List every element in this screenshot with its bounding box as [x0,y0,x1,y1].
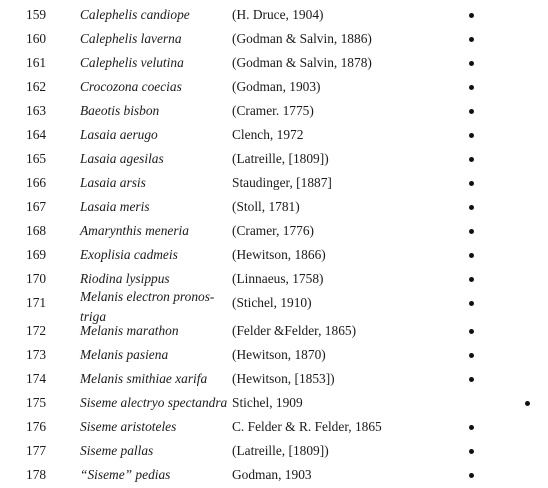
species-name: Baeotis bisbon [80,103,160,118]
table-row [0,196,548,220]
species-name: Melanis electron pronos- [80,289,215,304]
row-number: 160 [26,31,47,46]
author-year: (H. Druce, 1904) [232,7,324,22]
presence-marker [469,181,474,186]
presence-marker [469,277,474,282]
author-year: (Latreille, [1809]) [232,151,329,166]
species-name: Melanis smithiae xarifa [80,371,208,386]
author-year: C. Felder & R. Felder, 1865 [232,419,382,434]
row-number: 176 [26,419,47,434]
table-row [0,289,548,324]
presence-marker [525,401,530,406]
author-year: Stichel, 1909 [232,395,303,410]
presence-marker [469,473,474,478]
author-year: (Hewitson, 1866) [232,247,326,262]
presence-marker [469,301,474,306]
row-number: 174 [26,371,47,386]
row-number: 163 [26,103,47,118]
presence-marker [469,61,474,66]
row-number: 177 [26,443,47,458]
species-name: Siseme aristoteles [80,419,177,434]
presence-marker [469,133,474,138]
row-number: 162 [26,79,47,94]
row-number: 159 [26,7,47,22]
presence-marker [469,353,474,358]
species-name: “Siseme” pedias [80,467,171,482]
presence-marker [469,109,474,114]
species-name: Lasaia agesilas [80,151,164,166]
table-row [0,28,548,52]
table-row [0,368,548,392]
table-row [0,4,548,28]
author-year: Staudinger, [1887] [232,175,332,190]
table-row [0,148,548,172]
row-number: 165 [26,151,47,166]
table-row [0,220,548,244]
species-name: Siseme alectryo spectandra [80,395,228,410]
species-name: Melanis pasiena [80,347,169,362]
row-number: 161 [26,55,47,70]
author-year: (Felder &Felder, 1865) [232,323,357,338]
presence-marker [469,229,474,234]
table-row [0,440,548,464]
author-year: (Godman, 1903) [232,79,321,94]
presence-marker [469,85,474,90]
species-name: Calephelis velutina [80,55,184,70]
presence-marker [469,253,474,258]
table-row [0,52,548,76]
row-number: 170 [26,271,47,286]
species-name: Lasaia aerugo [80,127,158,142]
row-number: 164 [26,127,47,142]
species-name-continued: triga [80,309,107,324]
table-row [0,320,548,344]
row-number: 171 [26,295,47,310]
species-name: Riodina lysippus [80,271,170,286]
row-number: 167 [26,199,47,214]
author-year: (Cramer. 1775) [232,103,314,118]
row-number: 166 [26,175,47,190]
presence-marker [469,425,474,430]
table-row [0,464,548,488]
presence-marker [469,205,474,210]
species-name: Amarynthis meneria [80,223,189,238]
species-name: Siseme pallas [80,443,154,458]
presence-marker [469,329,474,334]
row-number: 168 [26,223,47,238]
species-name: Crocozona coecias [80,79,182,94]
author-year: (Linnaeus, 1758) [232,271,324,286]
table-row [0,100,548,124]
species-name: Exoplisia cadmeis [80,247,178,262]
row-number: 169 [26,247,47,262]
species-name: Calephelis laverna [80,31,182,46]
presence-marker [469,377,474,382]
species-name: Calephelis candiope [80,7,190,22]
author-year: (Cramer, 1776) [232,223,315,238]
author-year: Godman, 1903 [232,467,312,482]
table-row [0,344,548,368]
table-row [0,124,548,148]
table-row [0,392,548,416]
author-year: (Godman & Salvin, 1886) [232,31,372,46]
species-name: Melanis marathon [80,323,179,338]
presence-marker [469,13,474,18]
table-row [0,172,548,196]
author-year: (Godman & Salvin, 1878) [232,55,372,70]
table-row [0,76,548,100]
presence-marker [469,157,474,162]
species-name: Lasaia meris [80,199,150,214]
author-year: (Stoll, 1781) [232,199,300,214]
author-year: Clench, 1972 [232,127,304,142]
row-number: 173 [26,347,47,362]
table-row [0,416,548,440]
row-number: 178 [26,467,47,482]
presence-marker [469,449,474,454]
row-number: 172 [26,323,47,338]
presence-marker [469,37,474,42]
table-row [0,244,548,268]
author-year: (Stichel, 1910) [232,295,312,310]
author-year: (Hewitson, [1853]) [232,371,335,386]
author-year: (Hewitson, 1870) [232,347,326,362]
author-year: (Latreille, [1809]) [232,443,329,458]
species-name: Lasaia arsis [80,175,146,190]
row-number: 175 [26,395,47,410]
